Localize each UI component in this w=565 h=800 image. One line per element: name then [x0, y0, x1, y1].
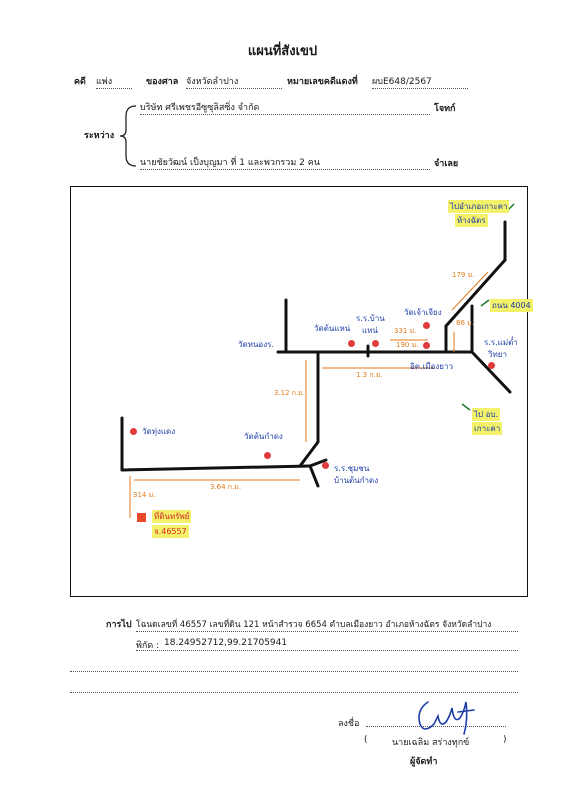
- arrow-road: [481, 300, 489, 306]
- red-no-label: หมายเลขคดีแดงที่: [287, 77, 358, 87]
- blank-line-1: [70, 671, 518, 672]
- defendant-name: นายชัยวัฒน์ เป็งบุญมา ที่ 1 และพวกรวม 2 คน: [140, 155, 430, 170]
- label-school-3b: บ้านต้นกำดง: [334, 476, 379, 485]
- label-to-lampang: ไปอำเภอเกาะคา: [450, 202, 508, 211]
- marker-school-2: [348, 340, 355, 347]
- coords-line: [136, 650, 518, 651]
- label-to-hangchat: ห้างฉัตร: [457, 216, 486, 225]
- marker-school-2b: [372, 340, 379, 347]
- page-title: แผนที่สังเขป: [247, 44, 318, 59]
- label-market: อิต.เมืองยาว: [410, 362, 453, 371]
- label-to-koka-2: เกาะคา: [474, 424, 501, 433]
- between-label: ระหว่าง: [84, 131, 115, 141]
- case-label: คดี: [74, 77, 86, 87]
- parcel-marker: [137, 513, 146, 522]
- court-name: จังหวัดลำปาง: [186, 74, 282, 89]
- property-text: โฉนดเลขที่ 46557 เลขที่ดิน 121 หน้าสำรวจ 6654 ตำบลเมืองยาว อำเภอห้างฉัตร จังหวัดลำปาง: [136, 617, 518, 632]
- marker-market: [423, 342, 430, 349]
- label-school-2b: แหน่: [362, 326, 378, 335]
- sign-label: ลงชื่อ: [338, 719, 360, 729]
- marker-wat-jae: [423, 322, 430, 329]
- label-to-koka-1: ไป อบ.: [474, 410, 499, 419]
- distance-86: 86 ม.: [456, 319, 474, 327]
- label-parcel-1: ที่ดินทรัพย์: [154, 512, 190, 521]
- label-school-1: ร.ร.แม่ต๋ำ: [484, 338, 518, 347]
- label-wat-tonkam: วัดต้นกำดง: [244, 432, 283, 441]
- label-wat-nong: วัดหนองร.: [238, 340, 274, 349]
- signer-name: นายเฉลิม สร่างทุกข์: [392, 738, 470, 748]
- distance-331: 331 ม.: [394, 327, 417, 335]
- marker-wat-tonkam: [264, 452, 271, 459]
- paren-open: (: [364, 735, 368, 745]
- signer-role: ผู้จัดทำ: [410, 757, 438, 767]
- coords-value: 18.24952712,99.21705941: [164, 638, 288, 648]
- case-type: แพ่ง: [96, 74, 132, 89]
- paren-close: ): [503, 735, 507, 745]
- distance-179: 179 ม.: [452, 271, 475, 279]
- property-label: การไป: [106, 620, 132, 630]
- label-road: ถนน 4004: [492, 301, 531, 310]
- label-wat-jae: วัดเจ้าเจียง: [404, 308, 442, 317]
- defendant-role: จำเลย: [434, 159, 459, 169]
- coords-label: พิกัด :: [136, 641, 160, 651]
- marker-school-1: [488, 362, 495, 369]
- plaintiff-role: โจทก์: [434, 104, 456, 114]
- road-vertical-link: [300, 352, 318, 466]
- blank-line-2: [70, 692, 518, 693]
- marker-school-3: [322, 462, 329, 469]
- road-lower-horizontal: [122, 466, 310, 470]
- label-wat-tung: วัดทุ่งแดง: [142, 427, 176, 436]
- distance-1-3: 1.3 ก.ม.: [356, 371, 383, 379]
- distance-314: 314 ม.: [133, 491, 156, 499]
- label-school-2a: ร.ร.บ้าน: [356, 314, 385, 323]
- label-school-1b: วิทยา: [488, 350, 507, 359]
- marker-wat-tung: [130, 428, 137, 435]
- signature-image: [414, 694, 478, 738]
- distance-190: 190 ม.: [396, 341, 419, 349]
- arrow-south: [462, 404, 470, 410]
- label-parcel-2: จ.46557: [154, 527, 187, 536]
- label-wat-ton: วัดต้นแหน่: [314, 324, 351, 333]
- court-label: ของศาล: [146, 77, 179, 87]
- distance-3-64: 3.64 ก.ม.: [210, 483, 242, 491]
- distance-3-12: 3.12 ก.ม.: [274, 389, 306, 397]
- plaintiff-name: บริษัท ศรีเพชรอีซูซุลิสซิ่ง จำกัด: [140, 100, 430, 115]
- label-school-3a: ร.ร.ชุมชน: [334, 464, 370, 473]
- red-case-number: ผบE648/2567: [372, 74, 468, 89]
